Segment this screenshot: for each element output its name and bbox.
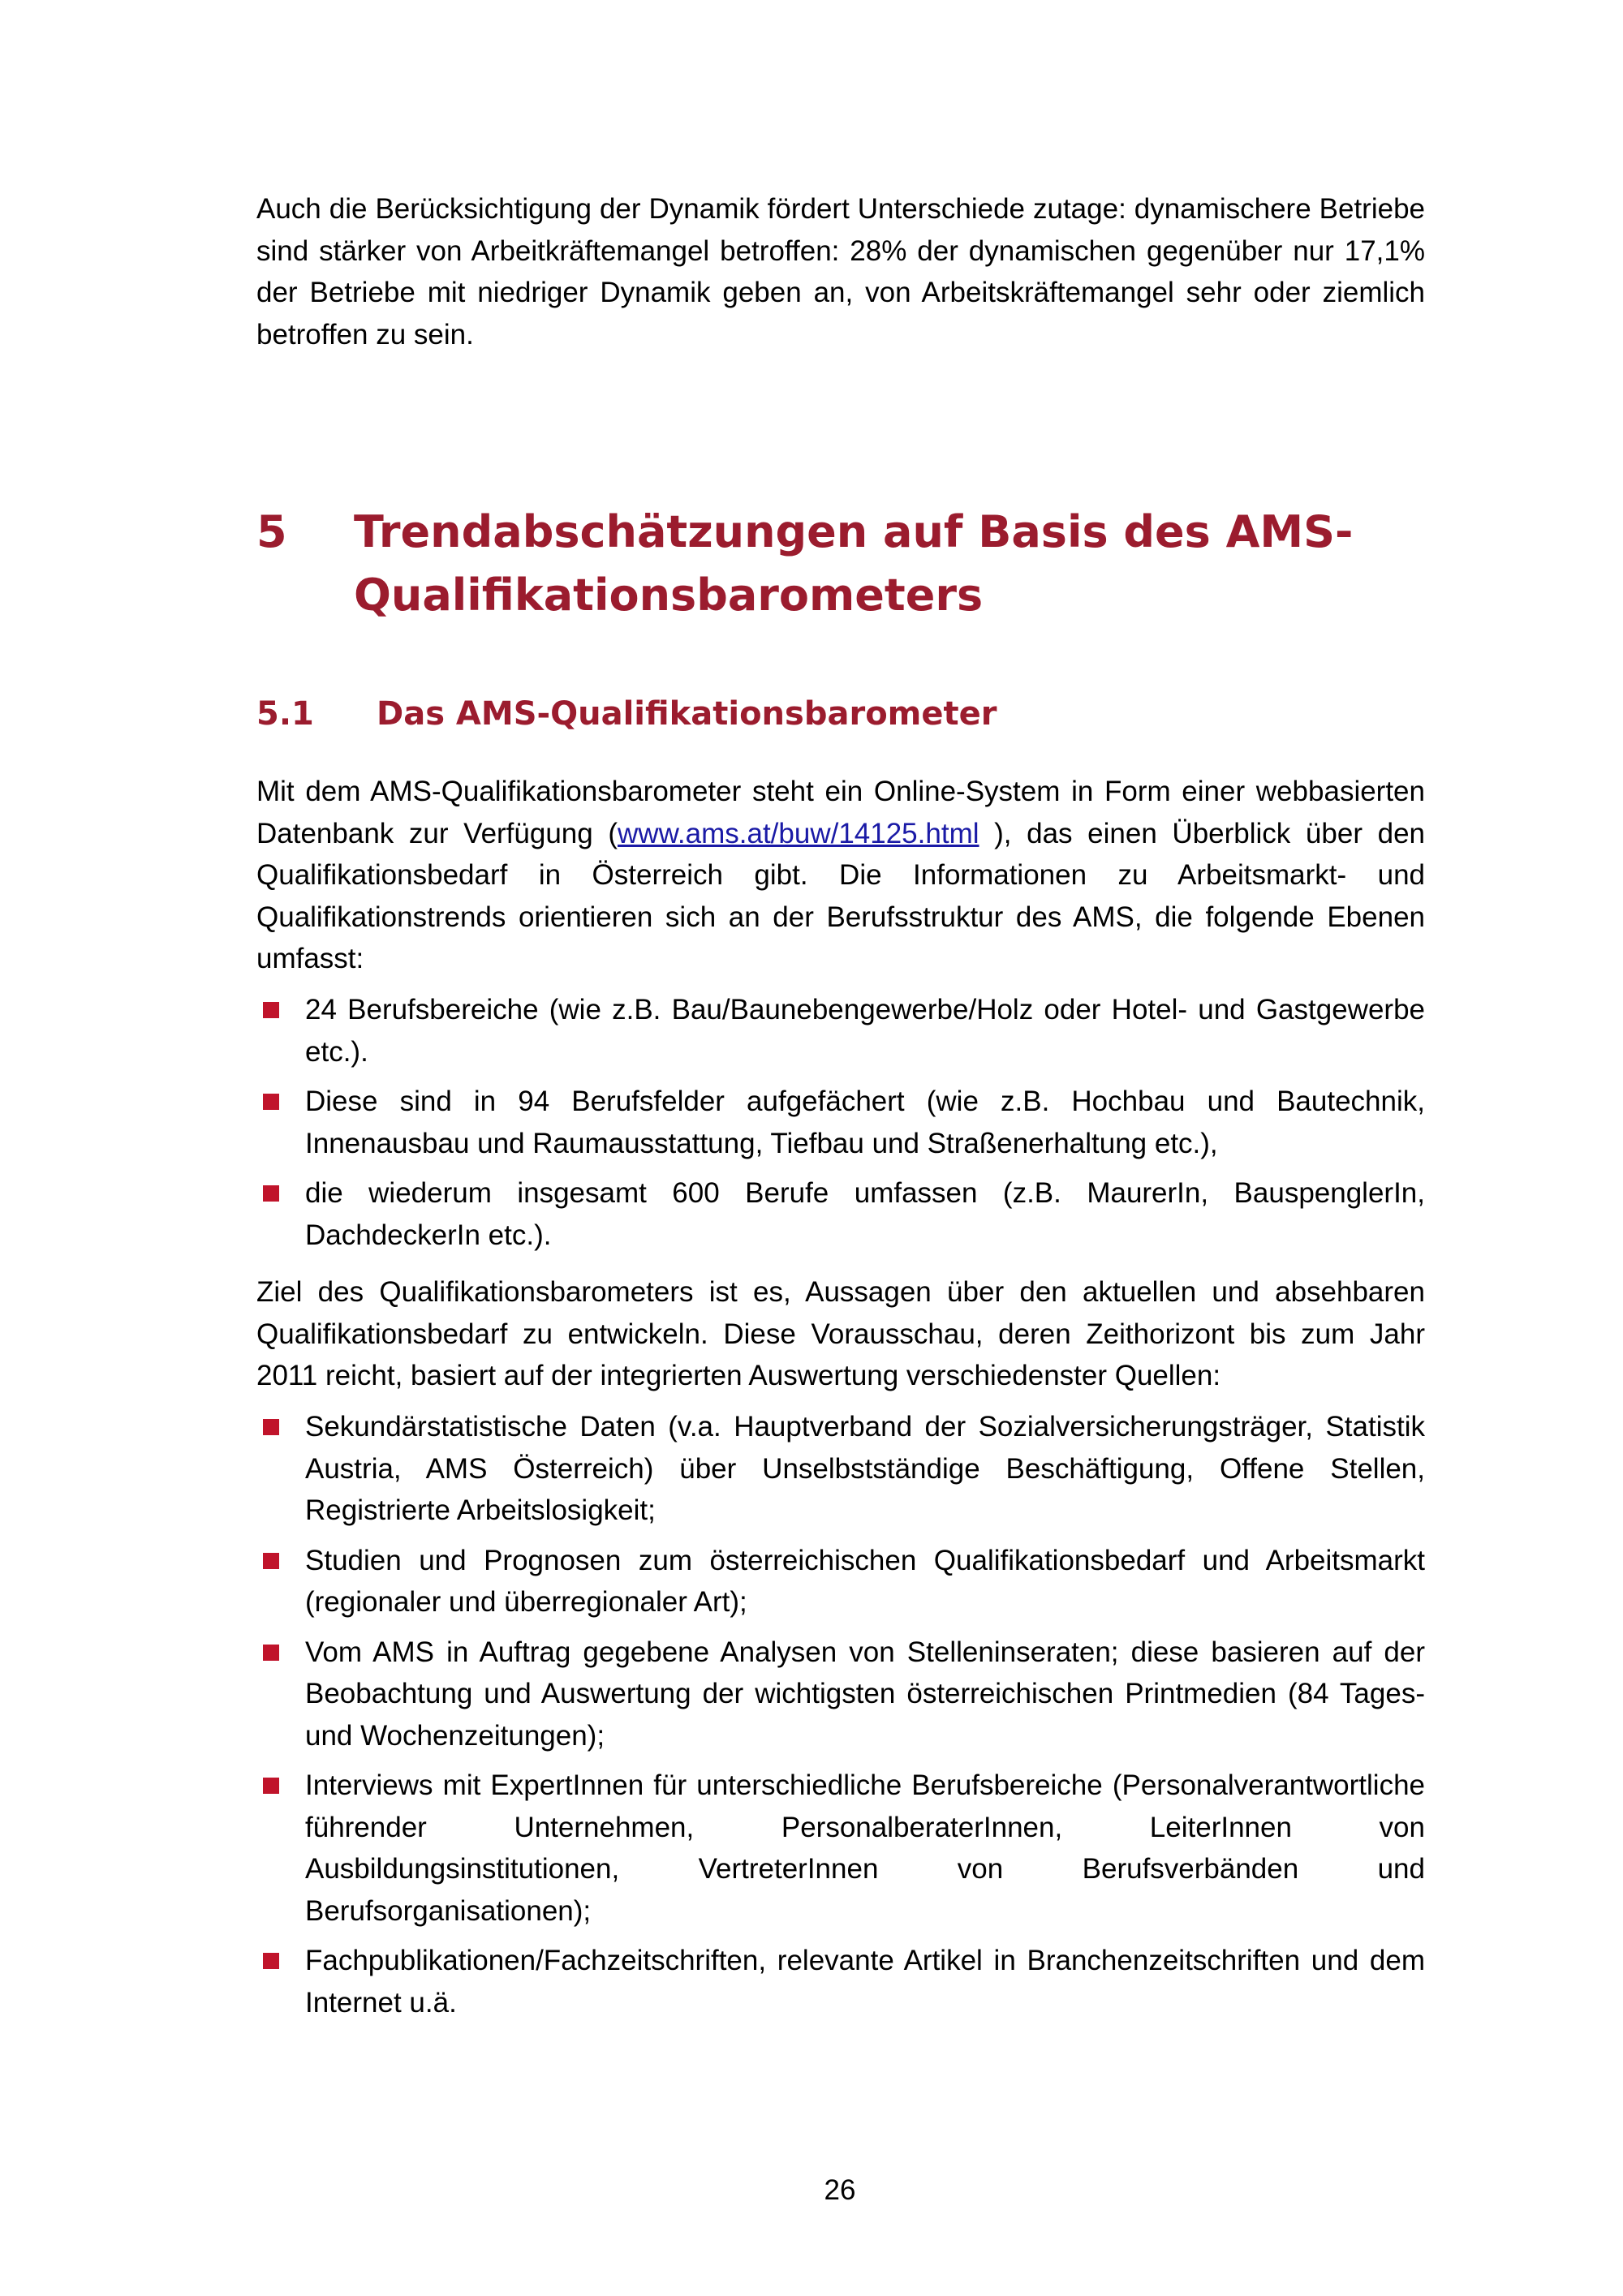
page-number: 26 — [824, 2174, 856, 2206]
list-item-text: die wiederum insgesamt 600 Berufe umfassen (z.B. MaurerIn, BauspenglerIn, DachdeckerIn etc.). — [305, 1177, 1425, 1251]
ams-description-paragraph — [256, 771, 1425, 980]
subsection-title: Das AMS-Qualifikationsbarometer — [377, 695, 997, 733]
square-bullet-icon — [263, 1094, 279, 1110]
list-item-text: 24 Berufsbereiche (wie z.B. Bau/Baunebengewerbe/Holz oder Hotel- und Gastgewerbe etc.). — [305, 994, 1425, 1068]
sources-list — [256, 1406, 1425, 2032]
square-bullet-icon — [263, 1185, 279, 1202]
list-item — [256, 1081, 1425, 1164]
list-item — [256, 989, 1425, 1073]
intro-paragraph: Auch die Berücksichtigung der Dynamik fördert Unterschiede zutage: dynamischere Betriebe sind stärker von Arbeitkräftemangel betroffen: 28% der dynamischen gegenüber nur 17,1% der Betriebe mit niedriger Dynamik geben an, von Arbeitskräftemangel sehr oder ziemlich betroffen zu sein. — [256, 193, 1425, 350]
square-bullet-icon — [263, 1419, 279, 1435]
ams-text-before-link: Mit dem AMS-Qualifikationsbarometer steht ein Online-System in Form einer webbasierten Datenbank zur Verfügung ( — [256, 776, 1425, 849]
list-item-text: Diese sind in 94 Berufsfelder aufgefächert (wie z.B. Hochbau und Bautechnik, Innenausbau und Raumausstattung, Tiefbau und Straßenerhaltung etc.), — [305, 1086, 1425, 1159]
square-bullet-icon — [263, 1778, 279, 1794]
list-item — [256, 1940, 1425, 2023]
section-number: 5 — [256, 506, 287, 557]
section-title: Trendabschätzungen auf Basis des AMS-Qualifikationsbarometers — [354, 506, 1354, 621]
square-bullet-icon — [263, 1953, 279, 1969]
list-item — [256, 1632, 1425, 1757]
goal-paragraph: Ziel des Qualifikationsbarometers ist es, Aussagen über den aktuellen und absehbaren Qualifikationsbedarf zu entwickeln. Diese Vorausschau, deren Zeithorizont bis zum Jahr 2011 reicht, basiert auf der integrierten Auswertung verschiedenster Quellen: — [256, 1276, 1425, 1391]
list-item — [256, 1406, 1425, 1532]
ams-text-after-link: ), das einen Überblick über den Qualifikationsbedarf in Österreich gibt. Die Informationen zu Arbeitsmarkt- und Qualifikationstrends orientieren sich an der Berufsstruktur des AMS, die folgende Ebenen umfasst: — [256, 817, 1425, 974]
subsection-number: 5.1 — [256, 695, 314, 733]
list-item-text: Interviews mit ExpertInnen für unterschiedliche Berufsbereiche (Personalverantwortliche führender Unternehmen, PersonalberaterInnen, LeiterInnen von Ausbildungsinstitutionen, VertreterInnen von Berufsverbänden und Berufsorganisationen); — [305, 1769, 1425, 1927]
list-item-text: Studien und Prognosen zum österreichischen Qualifikationsbedarf und Arbeitsmarkt (regionaler und überregionaler Art); — [305, 1544, 1425, 1618]
list-item — [256, 1765, 1425, 1932]
square-bullet-icon — [263, 1002, 279, 1018]
square-bullet-icon — [263, 1645, 279, 1661]
list-item — [256, 1172, 1425, 1256]
list-item-text: Vom AMS in Auftrag gegebene Analysen von Stelleninseraten; diese basieren auf der Beobachtung und Auswertung der wichtigsten österreichischen Printmedien (84 Tages- und Wochenzeitungen); — [305, 1636, 1425, 1752]
square-bullet-icon — [263, 1553, 279, 1569]
list-item-text: Sekundärstatistische Daten (v.a. Hauptverband der Sozialversicherungsträger, Statistik Austria, AMS Österreich) über Unselbstständige Beschäftigung, Offene Stellen, Registrierte Arbeitslosigkeit; — [305, 1411, 1425, 1526]
list-item — [256, 1540, 1425, 1623]
list-item-text: Fachpublikationen/Fachzeitschriften, relevante Artikel in Branchenzeitschriften und dem Internet u.ä. — [305, 1945, 1425, 2019]
occupation-levels-list — [256, 989, 1425, 1264]
ams-link[interactable]: www.ams.at/buw/14125.html — [618, 817, 979, 849]
